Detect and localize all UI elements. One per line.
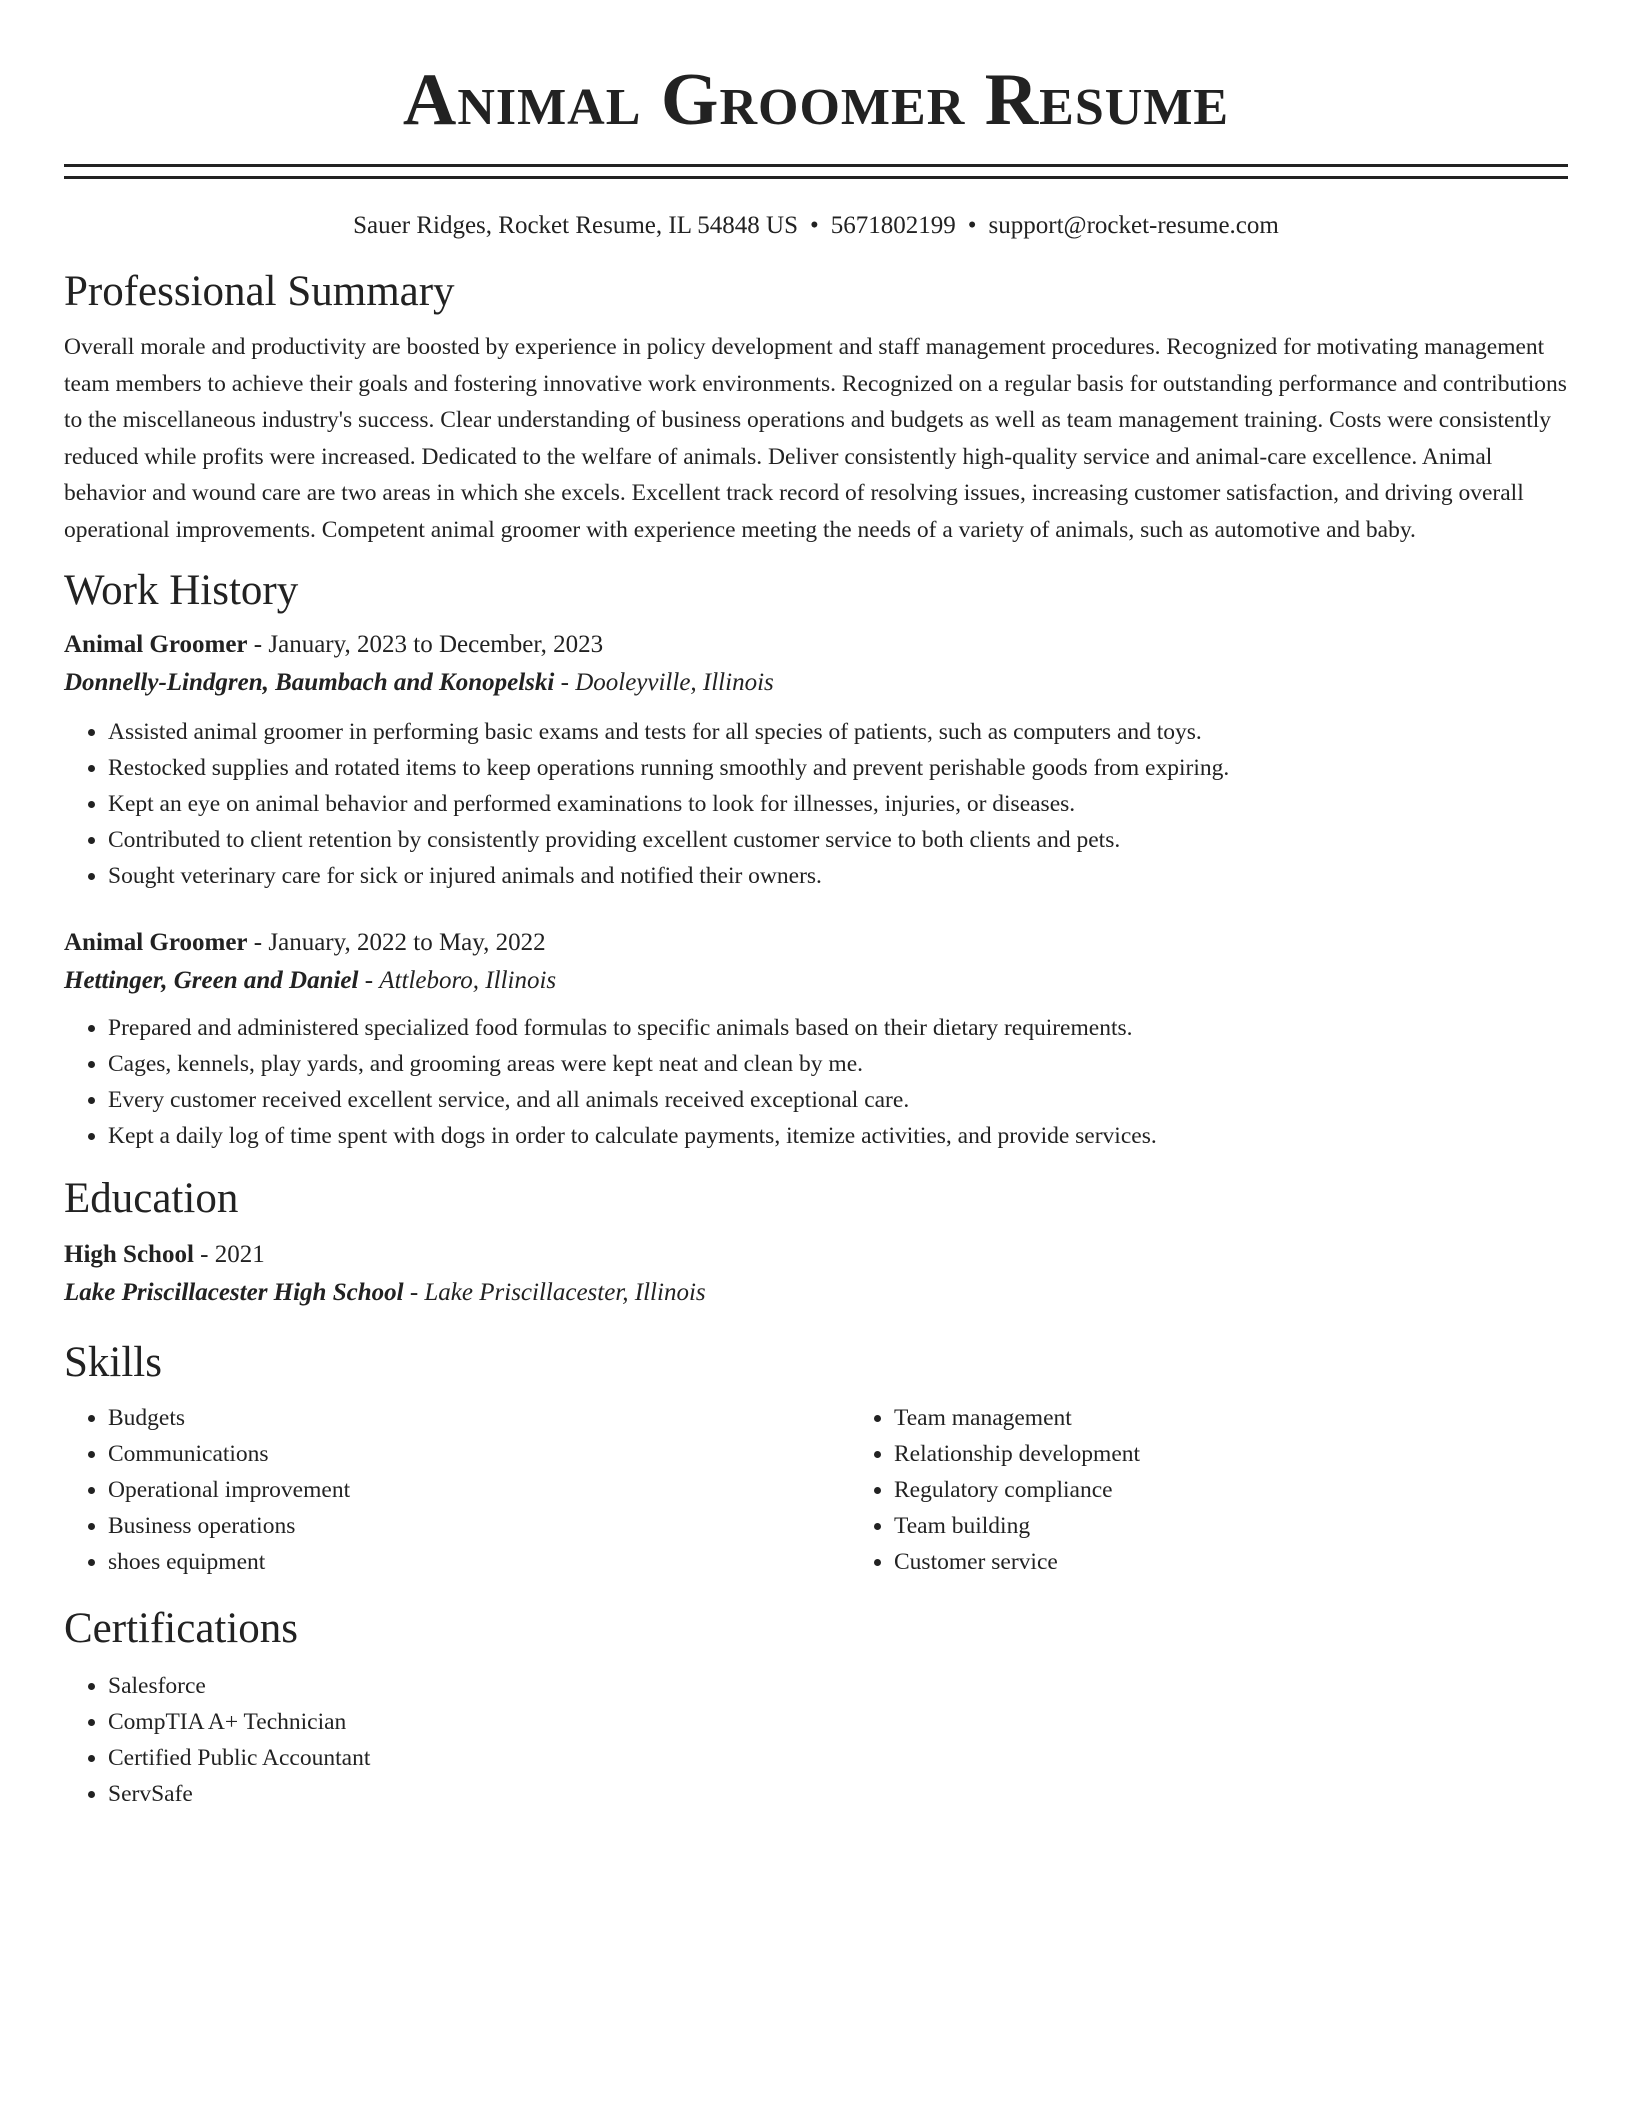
list-item: • Business operations <box>108 1508 850 1544</box>
education-heading: Education <box>64 1175 239 1222</box>
list-item: • Contributed to client retention by consistently providing excellent customer service to both clients and pets. <box>108 822 1568 858</box>
list-item: • Regulatory compliance <box>894 1472 1140 1508</box>
dash: - <box>409 1279 419 1306</box>
dash: - <box>364 967 374 994</box>
job-title: Animal Groomer <box>64 631 248 658</box>
skills-list-left <box>64 1400 850 1580</box>
job-company-line <box>64 962 1568 1000</box>
job-location: Dooleyville, Illinois <box>575 669 774 696</box>
list-item: • Every customer received excellent service, and all animals received exceptional care. <box>108 1082 1568 1118</box>
job-title-line <box>64 924 1568 962</box>
list-item: • Certified Public Accountant <box>108 1740 1568 1776</box>
work-history-heading: Work History <box>64 567 299 614</box>
contact-email: support@rocket-resume.com <box>988 212 1279 239</box>
title-double-rule <box>64 164 1568 179</box>
list-item: • Operational improvement <box>108 1472 850 1508</box>
summary-text: Overall morale and productivity are boosted by experience in policy development and staff management procedures. Recognized for motivating management team members to achieve their goals and fostering innovative work environments. Recognized on a regular basis for outstanding performance and contributions to the miscellaneous industry's success. Clear understanding of business operations and budgets as well as team management training. Costs were consistently reduced while profits were increased. Dedicated to the welfare of animals. Deliver consistently high-quality service and animal-care excellence. Animal behavior and wound care are two areas in which she excels. Excellent track record of resolving issues, increasing customer satisfaction, and driving overall operational improvements. Competent animal groomer with experience meeting the needs of a variety of animals, such as automotive and baby. <box>64 334 1567 543</box>
skills-list-right <box>850 1400 1140 1580</box>
resume-title: Animal Groomer Resume <box>402 59 1230 141</box>
job-company: Donnelly-Lindgren, Baumbach and Konopelski <box>64 669 555 696</box>
skills-grid <box>64 1400 1568 1580</box>
certifications-list <box>64 1668 1568 1812</box>
education-school-line <box>64 1274 1568 1312</box>
job-title-line <box>64 626 1568 664</box>
job-dates: January, 2023 to December, 2023 <box>268 631 604 658</box>
education-degree-line <box>64 1236 1568 1274</box>
job-bullets <box>64 1010 1568 1154</box>
list-item: • Restocked supplies and rotated items to keep operations running smoothly and prevent perishable goods from expiring. <box>108 750 1568 786</box>
list-item: • Budgets <box>108 1400 850 1436</box>
contact-separator: • <box>967 212 977 239</box>
contact-address: Sauer Ridges, Rocket Resume, IL 54848 US <box>353 212 799 239</box>
list-item: • Kept a daily log of time spent with dogs in order to calculate payments, itemize activities, and provide services. <box>108 1118 1568 1154</box>
job-company-line <box>64 664 1568 702</box>
job-entry <box>64 924 1568 1154</box>
dash: - <box>560 669 569 696</box>
contact-separator: • <box>810 212 819 239</box>
job-title: Animal Groomer <box>64 929 248 956</box>
list-item: • Sought veterinary care for sick or injured animals and notified their owners. <box>108 858 1568 894</box>
list-item: • Salesforce <box>108 1668 1568 1704</box>
skills-heading: Skills <box>64 1339 162 1386</box>
job-entry <box>64 626 1568 894</box>
contact-phone: 5671802199 <box>830 212 956 239</box>
education-entry <box>64 1236 1568 1312</box>
dash: - <box>200 1241 209 1268</box>
list-item: • Assisted animal groomer in performing basic exams and tests for all species of patients, such as computers and toys. <box>108 714 1568 750</box>
job-company: Hettinger, Green and Daniel <box>64 967 359 994</box>
contact-line <box>64 211 1568 241</box>
list-item: • Cages, kennels, play yards, and grooming areas were kept neat and clean by me. <box>108 1046 1568 1082</box>
list-item: • Team management <box>894 1400 1140 1436</box>
list-item: • Communications <box>108 1436 850 1472</box>
list-item: • CompTIA A+ Technician <box>108 1704 1568 1740</box>
education-degree: High School <box>64 1241 194 1268</box>
job-bullets <box>64 714 1568 894</box>
list-item: • ServSafe <box>108 1776 1568 1812</box>
list-item: • Prepared and administered specialized food formulas to specific animals based on their dietary requirements. <box>108 1010 1568 1046</box>
certifications-heading: Certifications <box>64 1605 299 1652</box>
list-item: • shoes equipment <box>108 1544 850 1580</box>
job-dates: January, 2022 to May, 2022 <box>268 929 546 956</box>
list-item: • Relationship development <box>894 1436 1140 1472</box>
list-item: • Team building <box>894 1508 1140 1544</box>
list-item: • Customer service <box>894 1544 1140 1580</box>
dash: - <box>253 631 263 658</box>
education-year: 2021 <box>214 1241 265 1268</box>
summary-heading: Professional Summary <box>64 268 455 315</box>
education-school: Lake Priscillacester High School <box>64 1279 404 1306</box>
dash: - <box>253 929 263 956</box>
list-item: • Kept an eye on animal behavior and performed examinations to look for illnesses, injuries, or diseases. <box>108 786 1568 822</box>
education-location: Lake Priscillacester, Illinois <box>424 1279 706 1306</box>
job-location: Attleboro, Illinois <box>379 967 557 994</box>
